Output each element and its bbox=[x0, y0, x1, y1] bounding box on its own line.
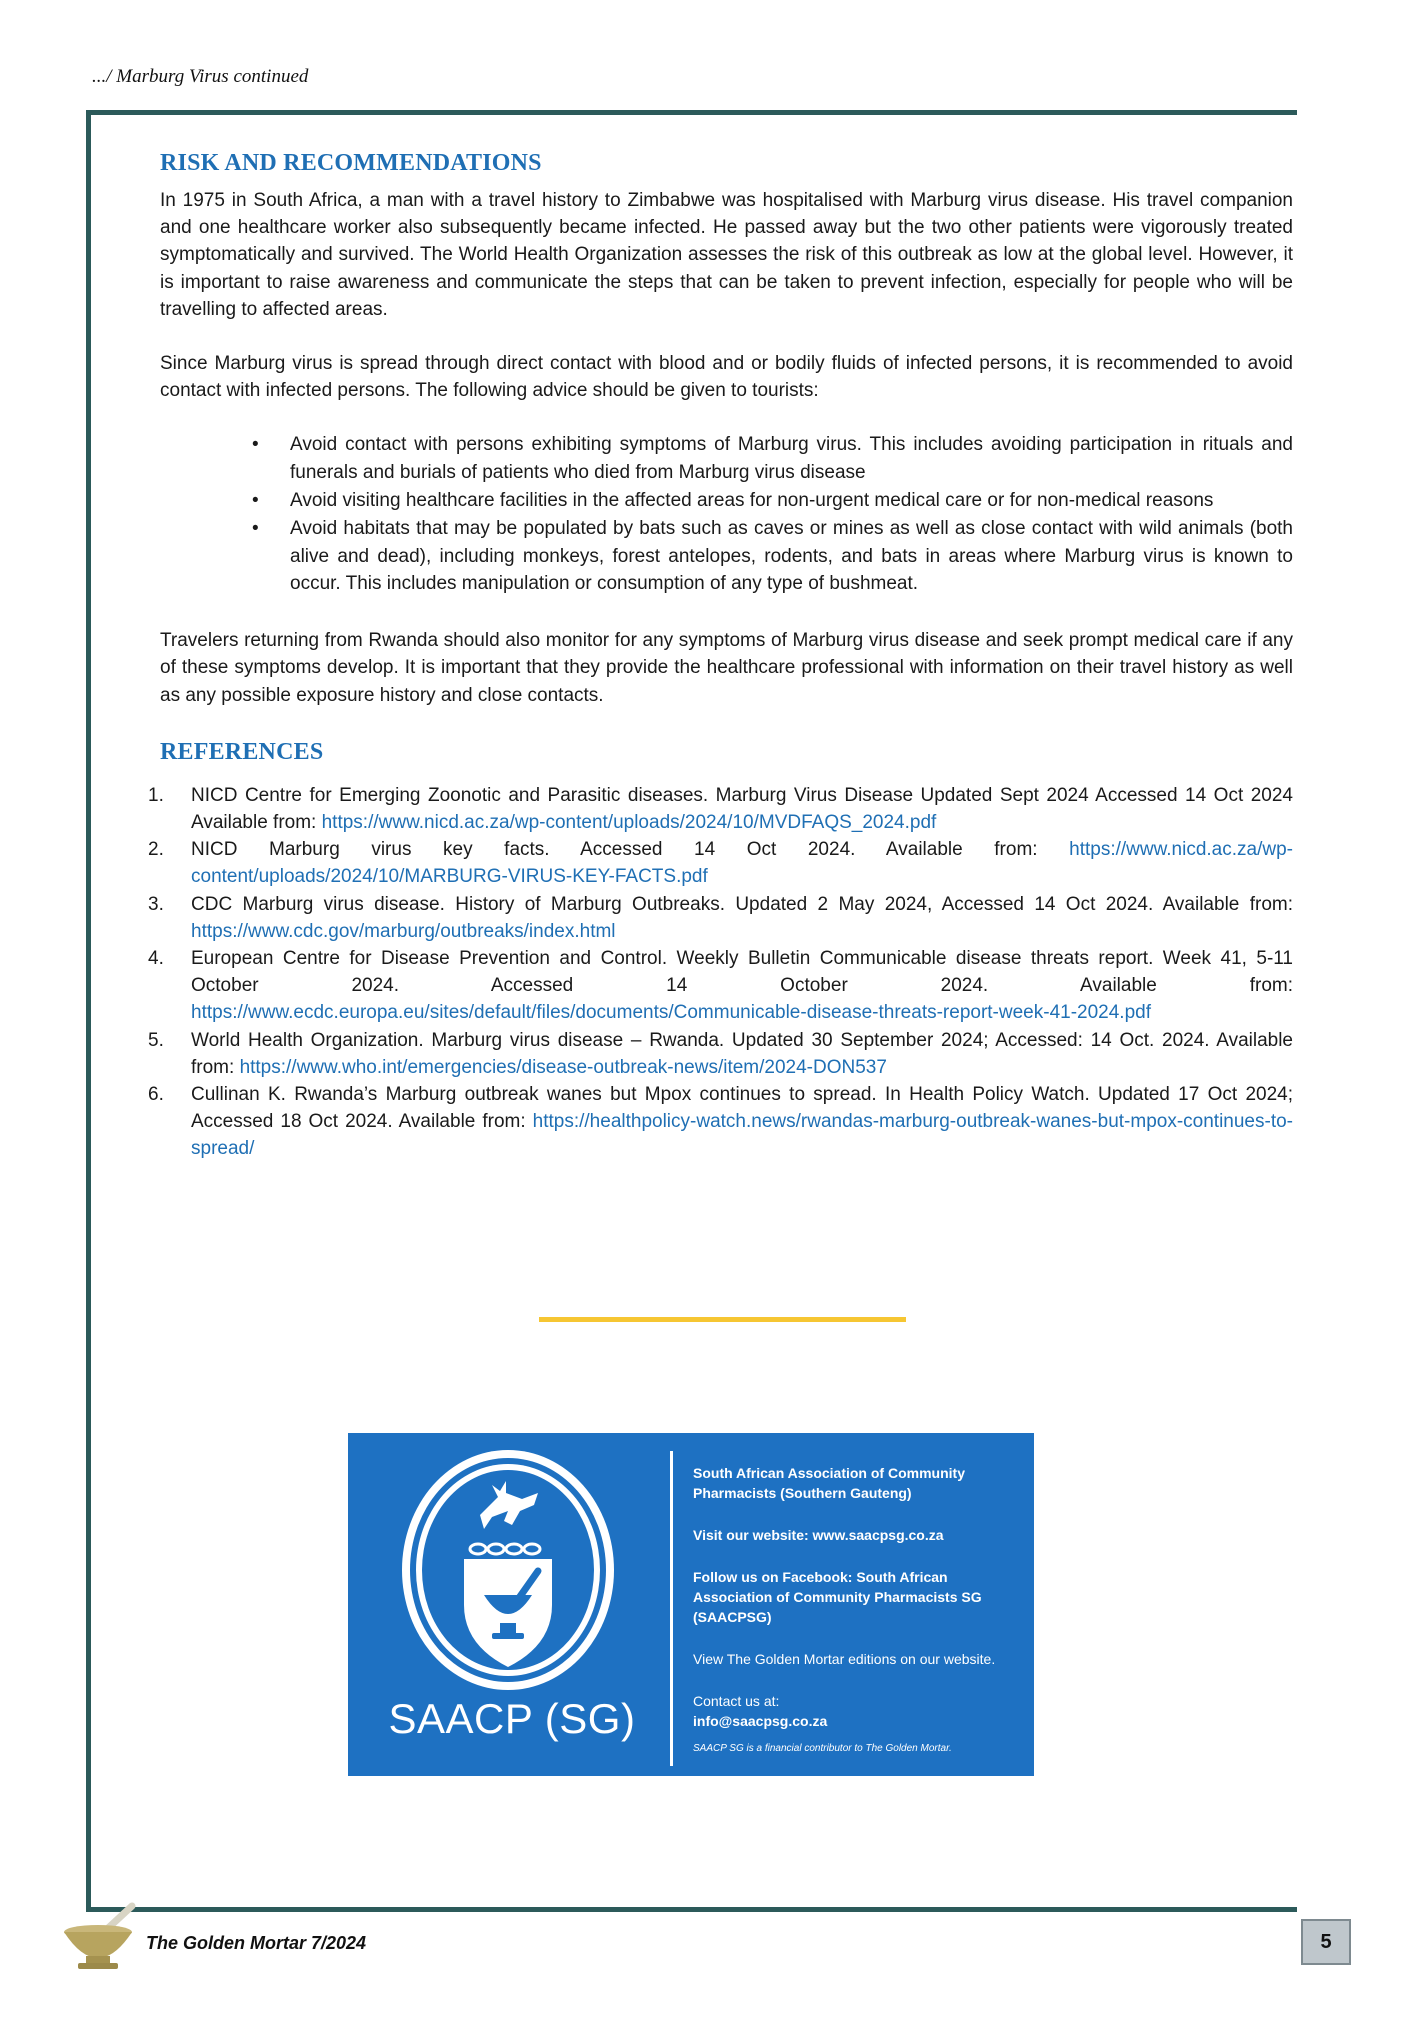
banner-divider bbox=[670, 1451, 673, 1766]
bullet-icon: • bbox=[252, 490, 259, 512]
page-number: 5 bbox=[1301, 1919, 1351, 1965]
frame-left-border bbox=[86, 110, 91, 1912]
org-name: South African Association of Community Pharmacists (Southern Gauteng) bbox=[693, 1465, 965, 1501]
saacp-banner bbox=[348, 1433, 1034, 1776]
frame-bottom-border bbox=[86, 1907, 1297, 1912]
article-body bbox=[148, 150, 1293, 1163]
reference-item: 4. European Centre for Disease Prevention and Control. Weekly Bulletin Communicable disease threats report. Week 41, 5-11 October 2024. Accessed 14 October 2024. Available from: https://www.ecdc.europa.eu/sites/default/files/documents/Communicable-disease-threats-report-week-41-2024.pdf bbox=[148, 948, 1293, 1024]
reference-link[interactable]: https://www.who.int/emergencies/disease-outbreak-news/item/2024-DON537 bbox=[239, 1056, 887, 1078]
reference-item: 5. World Health Organization. Marburg virus disease – Rwanda. Updated 30 September 2024; Accessed: 14 Oct. 2024. Available from: https://www.who.int/emergencies/disease-outbreak-news/item/2024-DON537 bbox=[148, 1029, 1293, 1078]
advice-item: • Avoid contact with persons exhibiting symptoms of Marburg virus. This includes avoiding participation in rituals and funerals and burials of patients who died from Marburg virus disease bbox=[290, 431, 1293, 487]
publication-title: The Golden Mortar 7/2024 bbox=[146, 1933, 367, 1953]
risk-heading: RISK AND RECOMMENDATIONS bbox=[160, 150, 542, 176]
banner-brand: SAACP (SG) bbox=[388, 1695, 636, 1742]
running-head: .../ Marburg Virus continued bbox=[92, 66, 309, 87]
contact-email[interactable]: info@saacpsg.co.za bbox=[693, 1713, 828, 1729]
contact-label: Contact us at: bbox=[693, 1693, 780, 1709]
banner-info bbox=[693, 1463, 1023, 1759]
saacp-crest-icon bbox=[388, 1445, 628, 1695]
reference-link[interactable]: https://healthpolicy-watch.news/rwandas-marburg-outbreak-wanes-but-mpox-continues-to-spread/ bbox=[191, 1111, 1293, 1160]
reference-link[interactable]: https://www.cdc.gov/marburg/outbreaks/index.html bbox=[191, 920, 616, 942]
advice-item: • Avoid habitats that may be populated by bats such as caves or mines as well as close contact with wild animals (both alive and dead), including monkeys, forest antelopes, rodents, and bats in areas where Marburg virus is known to occur. This includes manipulation or consumption of any type of bushmeat. bbox=[290, 515, 1293, 598]
risk-paragraph-1: In 1975 in South Africa, a man with a travel history to Zimbabwe was hospitalised with Marburg virus disease. His travel companion and one healthcare worker also subsequently became infected. He passed away but the two other patients were vigorously treated symptomatically and survived. The World Health Organization assesses the risk of this outbreak as low at the global level. However, it is important to raise awareness and communicate the steps that can be taken to prevent infection, especially for people who will be travelling to affected areas. bbox=[160, 190, 1293, 320]
mortar-pestle-icon bbox=[60, 1900, 140, 1972]
risk-paragraph-3: Travelers returning from Rwanda should also monitor for any symptoms of Marburg virus disease and seek prompt medical care if any of these symptoms develop. It is important that they provide the healthcare professional with information on their travel history as well as any possible exposure history and close contacts. bbox=[160, 630, 1293, 706]
reference-item: 6. Cullinan K. Rwanda’s Marburg outbreak wanes but Mpox continues to spread. In Health Policy Watch. Updated 17 Oct 2024; Accessed 18 Oct 2024. Available from: https://healthpolicy-watch.news/rwandas-marburg-outbreak-wanes-but-mpox-continues-to-spread/ bbox=[148, 1084, 1293, 1160]
reference-item: 3. CDC Marburg virus disease. History of Marburg Outbreaks. Updated 2 May 2024, Accessed 14 Oct 2024. Available from: https://www.cdc.gov/marburg/outbreaks/index.html bbox=[148, 893, 1293, 942]
risk-paragraph-2: Since Marburg virus is spread through direct contact with blood and or bodily fluids of infected persons, it is recommended to avoid contact with infected persons. The following advice should be given to tourists: bbox=[160, 353, 1293, 402]
reference-link[interactable]: https://www.nicd.ac.za/wp-content/uploads/2024/10/MARBURG-VIRUS-KEY-FACTS.pdf bbox=[191, 839, 1293, 888]
contributor-note: SAACP SG is a financial contributor to The Golden Mortar. bbox=[693, 1743, 952, 1754]
bullet-icon: • bbox=[252, 434, 259, 456]
bullet-icon: • bbox=[252, 517, 259, 539]
editions-text: View The Golden Mortar editions on our website. bbox=[693, 1651, 996, 1667]
reference-item: 2. NICD Marburg virus key facts. Accessed 14 Oct 2024. Available from: https://www.nicd.ac.za/wp-content/uploads/2024/10/MARBURG-VIRUS-KEY-FACTS.pdf bbox=[148, 839, 1293, 888]
references-heading: REFERENCES bbox=[160, 738, 324, 765]
website-text[interactable]: Visit our website: www.saacpsg.co.za bbox=[693, 1527, 944, 1543]
facebook-text[interactable]: Follow us on Facebook: South African Association of Community Pharmacists SG (SAACPSG) bbox=[693, 1569, 982, 1625]
advice-list bbox=[160, 431, 1293, 598]
reference-link[interactable]: https://www.ecdc.europa.eu/sites/default/files/documents/Communicable-disease-threats-report-week-41-2024.pdf bbox=[191, 1002, 1151, 1024]
advice-item: • Avoid visiting healthcare facilities in the affected areas for non-urgent medical care or for non-medical reasons bbox=[290, 487, 1293, 515]
frame-top-border bbox=[86, 110, 1297, 115]
reference-link[interactable]: https://www.nicd.ac.za/wp-content/uploads/2024/10/MVDFAQS_2024.pdf bbox=[321, 812, 937, 834]
references-list bbox=[148, 782, 1293, 1163]
section-divider bbox=[539, 1317, 906, 1322]
reference-item: 1. NICD Centre for Emerging Zoonotic and Parasitic diseases. Marburg Virus Disease Updated Sept 2024 Accessed 14 Oct 2024 Available from: https://www.nicd.ac.za/wp-content/uploads/2024/10/MVDFAQS_2024.pdf bbox=[148, 784, 1293, 834]
